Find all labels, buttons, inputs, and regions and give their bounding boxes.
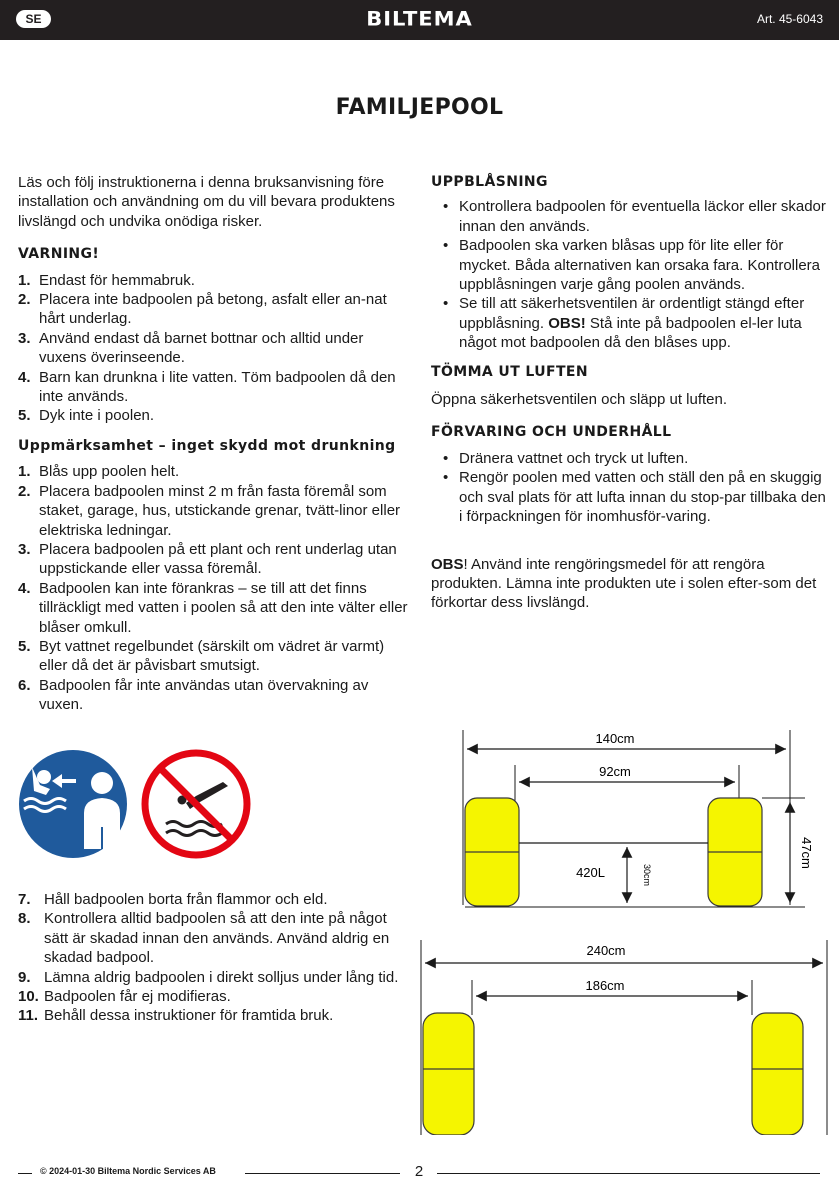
list-item: • Rengör poolen med vatten och ställ den på en skuggig och sval plats för att lufta innan du stop-par tillbaka den i förpackningen för inomhusför-varing.	[443, 468, 826, 526]
inner-length-label: 186cm	[585, 978, 625, 993]
list-item: 1. Blås upp poolen helt.	[18, 463, 180, 481]
list-item: • Badpoolen ska varken blåsas upp för lite eller för mycket. Båda alternativen kan orsaka fara. Kontrollera uppblåsningen varje gång poolen används.	[443, 236, 826, 294]
list-item: • Dränera vattnet och tryck ut luften.	[443, 449, 826, 468]
additional-instructions	[18, 890, 413, 1026]
list-item: • Se till att säkerhetsventilen är ordentligt stängd efter uppblåsning. OBS! Stå inte på badpoolen el-ler luta något mot badpoolen då den blåses upp.	[443, 294, 826, 352]
inflation-heading: UPPBLÅSNING	[431, 174, 548, 190]
attention-list	[18, 462, 413, 714]
left-column	[18, 173, 413, 715]
list-item: 5. Byt vattnet regelbundet (särskilt om vädret är varmt) eller då det är påvisbart smutsigt.	[18, 637, 385, 675]
pool-dimension-diagram	[415, 725, 839, 1135]
deflate-heading: TÖMMA UT LUFTEN	[431, 363, 588, 380]
no-diving-icon	[145, 753, 247, 855]
volume-label: 420L	[576, 865, 605, 880]
page-title: FAMILJEPOOL	[335, 95, 504, 120]
footer-divider	[437, 1173, 820, 1174]
list-item: 7. Håll badpoolen borta från flammor och eld.	[18, 891, 328, 908]
outer-width-label: 140cm	[595, 731, 635, 746]
list-item: 10. Badpoolen får ej modifieras.	[18, 988, 231, 1006]
list-item: 11. Behåll dessa instruktioner för framtida bruk.	[18, 1007, 334, 1025]
page-footer	[0, 1163, 839, 1185]
obs-note: OBS! Använd inte rengöringsmedel för att rengöra produkten. Lämna inte produkten ute i solen efter-som det förkortar dess livslängd.	[431, 555, 817, 612]
page-number: 2	[414, 1163, 424, 1180]
deflate-text: Öppna säkerhetsventilen och släpp ut luften.	[431, 391, 728, 409]
warning-heading: VARNING!	[18, 246, 100, 263]
attention-heading: Uppmärksamhet – inget skydd mot drunkning	[18, 437, 396, 454]
list-item: 3. Placera badpoolen på ett plant och rent underlag utan uppstickande eller vassa föremål.	[18, 540, 397, 578]
list-item: 9. Lämna aldrig badpoolen i direkt solljus under lång tid.	[18, 968, 399, 986]
outer-length-label: 240cm	[586, 943, 626, 958]
adult-supervision-icon	[19, 750, 127, 858]
water-depth-label: 30cm	[642, 863, 652, 887]
list-item: 2. Placera inte badpoolen på betong, asfalt eller an-nat hårt underlag.	[18, 291, 387, 328]
article-number: Art. 45-6043	[756, 12, 823, 26]
list-item: • Kontrollera badpoolen för eventuella läckor eller skador innan den används.	[443, 197, 826, 236]
safety-pictograms	[18, 749, 258, 861]
list-item: 4. Badpoolen kan inte förankras – se till att det finns tillräckligt med vatten i poolen så att den inte välter eller blåser omkull.	[18, 579, 408, 636]
warning-list	[18, 271, 413, 426]
footer-divider	[18, 1173, 32, 1174]
list-item: 1. Endast för hemmabruk.	[18, 271, 195, 289]
copyright-text: © 2024-01-30 Biltema Nordic Services AB	[40, 1166, 216, 1176]
header-bar	[0, 0, 839, 40]
height-label: 47cm	[799, 837, 814, 869]
inflation-list	[431, 197, 826, 352]
brand-logo: BILTEMA	[366, 7, 473, 31]
inner-width-label: 92cm	[599, 764, 631, 779]
list-item: 2. Placera badpoolen minst 2 m från fasta föremål som staket, garage, hus, utstickande grenar, tvätt-linor eller elektriska ledningar.	[18, 482, 401, 539]
storage-heading: FÖRVARING OCH UNDERHÅLL	[431, 424, 672, 441]
right-column	[431, 173, 826, 613]
language-badge: SE	[16, 10, 51, 28]
list-item: 3. Använd endast då barnet bottnar och alltid under vuxens överinseende.	[18, 329, 364, 367]
list-item: 4. Barn kan drunkna i lite vatten. Töm badpoolen då den inte används.	[18, 368, 396, 406]
list-item: 8. Kontrollera alltid badpoolen så att den inte på något sätt är skadad innan den används. Använd aldrig en skadad badpool.	[18, 910, 390, 967]
storage-list	[431, 449, 826, 527]
list-item: 6. Badpoolen får inte användas utan övervakning av vuxen.	[18, 676, 369, 714]
footer-divider	[245, 1173, 400, 1174]
intro-text: Läs och följ instruktionerna i denna bruksanvisning före installation och användning om du vill bevara produktens livslängd och undvika onödiga risker.	[18, 174, 395, 230]
list-item: 5. Dyk inte i poolen.	[18, 407, 155, 425]
